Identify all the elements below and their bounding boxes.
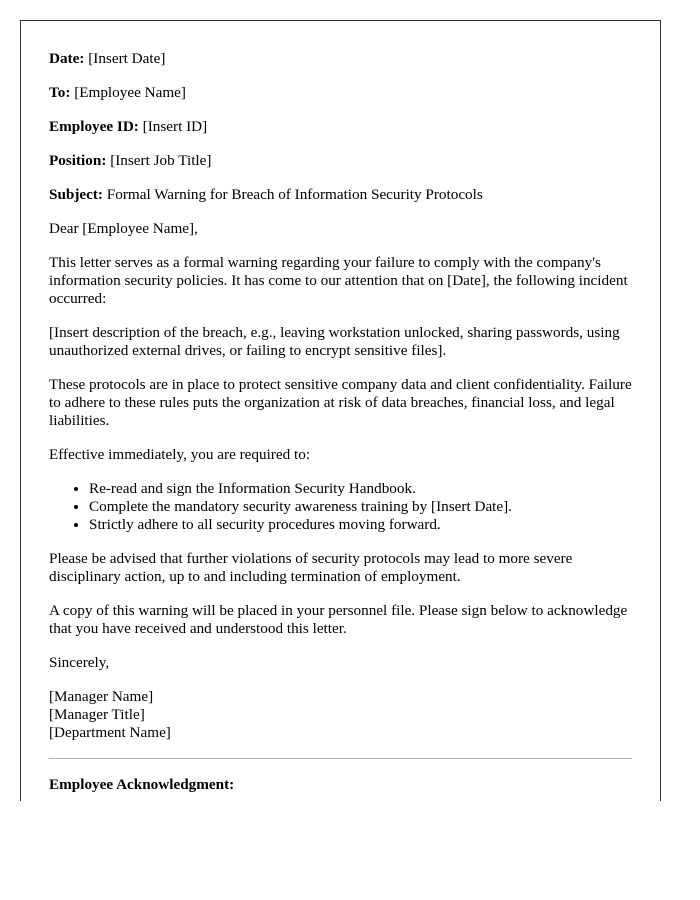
closing: Sincerely,	[49, 654, 110, 671]
position-label: Position:	[49, 152, 107, 169]
position-value: [Insert Job Title]	[106, 152, 212, 169]
department-name: [Department Name]	[49, 724, 171, 741]
manager-title: [Manager Title]	[49, 706, 145, 723]
acknowledgment-heading: Employee Acknowledgment:	[49, 776, 235, 793]
signature-block	[49, 688, 632, 742]
breach-description-paragraph: [Insert description of the breach, e.g., leaving workstation unlocked, sharing passwords, using unauthorized external drives, or failing to encrypt sensitive files].	[49, 324, 620, 359]
intro-paragraph: This letter serves as a formal warning regarding your failure to comply with the company's information security policies. It has come to our attention that on [Date], the following incident occurred:	[49, 254, 628, 307]
manager-name: [Manager Name]	[49, 688, 154, 705]
subject-line	[49, 186, 632, 204]
section-divider	[49, 758, 632, 759]
employee-id-value: [Insert ID]	[138, 118, 208, 135]
requirements-list	[49, 480, 632, 534]
to-value: [Employee Name]	[70, 84, 186, 101]
requirements-intro: Effective immediately, you are required to:	[49, 446, 311, 463]
subject-label: Subject:	[49, 186, 103, 203]
warning-letter	[20, 20, 661, 801]
date-value: [Insert Date]	[84, 50, 166, 67]
purpose-paragraph: These protocols are in place to protect sensitive company data and client confidentiality. Failure to adhere to these rules puts the organization at risk of data breaches, financial loss, and legal liabilities.	[49, 376, 632, 429]
date-line	[49, 50, 632, 68]
consequences-paragraph: Please be advised that further violations of security protocols may lead to more severe disciplinary action, up to and including termination of employment.	[49, 550, 573, 585]
salutation: Dear [Employee Name],	[49, 220, 198, 237]
list-item: • Re-read and sign the Information Security Handbook.	[89, 480, 632, 498]
date-label: Date:	[49, 50, 85, 67]
list-item: • Strictly adhere to all security procedures moving forward.	[89, 516, 632, 534]
file-note-paragraph: A copy of this warning will be placed in your personnel file. Please sign below to acknowledge that you have received and understood this letter.	[49, 602, 628, 637]
position-line	[49, 152, 632, 170]
employee-id-line	[49, 118, 632, 136]
to-label: To:	[49, 84, 71, 101]
list-item: • Complete the mandatory security awareness training by [Insert Date].	[89, 498, 632, 516]
subject-value: Formal Warning for Breach of Information Security Protocols	[103, 186, 483, 203]
to-line	[49, 84, 632, 102]
employee-id-label: Employee ID:	[49, 118, 139, 135]
